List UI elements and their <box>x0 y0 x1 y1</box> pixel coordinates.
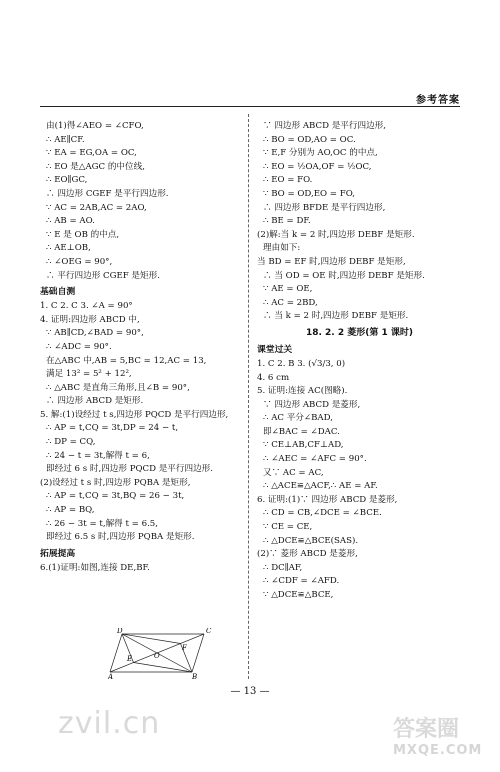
label-d: D <box>117 628 123 635</box>
column-divider <box>248 114 249 679</box>
section-heading: 拓展提高 <box>40 548 76 559</box>
text-line: (2)设经过 t s 时,四边形 PQBA 是矩形, <box>40 477 191 488</box>
text-line: 6.(1)证明:如图,连接 DE,BF. <box>40 562 150 573</box>
text-line: 当 BD = EF 时,四边形 DEBF 是矩形, <box>257 256 406 267</box>
label-e: E <box>127 655 133 663</box>
text-line: ∴ EO = FO. <box>263 175 313 186</box>
text-line: 6. 证明:(1)∵ 四边形 ABCD 是菱形, <box>257 494 398 505</box>
text-line: 在△ABC 中,AB = 5,BC = 12,AC = 13, <box>46 355 207 366</box>
text-line: ∵ △DCE≌△BCE, <box>263 590 334 600</box>
text-line: ∴ DP = CQ, <box>46 437 96 448</box>
watermark-right-title: 答案圈 <box>393 717 460 742</box>
text-line: ∴ AP = t,CQ = 3t,BQ = 26 − 3t, <box>46 491 185 502</box>
text-line: ∴ AB = AO. <box>46 216 95 227</box>
text-line: ∵ BO = OD,EO = FO, <box>263 188 355 199</box>
text-line: ∴ DC∥AF, <box>263 562 303 573</box>
lesson-title: 18. 2. 2 菱形(第 1 课时) <box>305 327 414 338</box>
text-line: (2)解:当 k = 2 时,四边形 DEBF 是矩形. <box>257 229 415 240</box>
text-line: ∴ ∠AEC = ∠AFC = 90°. <box>263 454 367 465</box>
label-a: A <box>108 673 114 680</box>
text-line: 即∠BAC = ∠DAC. <box>263 426 340 437</box>
text-line: ∴ △DCE≌△BCE(SAS). <box>263 535 359 546</box>
text-line: ∴ 26 − 3t = t,解得 t = 6.5, <box>46 518 159 529</box>
text-line: ∴ CD = CB,∠DCE = ∠BCE. <box>263 508 382 519</box>
text-line: ∴ 四边形 CGEF 是平行四边形. <box>46 188 169 199</box>
text-line: ∵ E,F 分别为 AO,OC 的中点, <box>263 148 378 159</box>
text-line: ∴ AC 平分∠BAD, <box>263 413 333 424</box>
label-b: B <box>192 673 198 680</box>
text-line: ∴ 当 k = 2 时,四边形 DEBF 是矩形. <box>263 311 409 322</box>
text-line: ∵ 四边形 ABCD 是平行四边形, <box>263 121 387 131</box>
edge-cb <box>192 634 204 672</box>
text-line: ∴ BO = OD,AO = OC. <box>263 134 356 145</box>
text-line: ∴ AE∥CF. <box>46 134 85 145</box>
text-line: ∴ 平行四边形 CGEF 是矩形. <box>46 270 160 281</box>
edge-da <box>110 634 122 672</box>
page-header-title: 参考答案 <box>416 95 460 106</box>
label-f: F <box>182 644 187 652</box>
text-line: 1. C 2. B 3. (√3/3, 0) <box>257 358 346 369</box>
text-line: 4. 证明:四边形 ABCD 中, <box>40 314 140 325</box>
text-line: 由(1)得∠AEO = ∠CFO, <box>46 121 144 131</box>
text-line: ∴ EO 是△AGC 的中位线, <box>46 161 145 172</box>
text-line: 即经过 6 s 时,四边形 PQCD 是平行四边形. <box>46 464 214 475</box>
parallelogram-figure <box>108 628 218 680</box>
text-line: ∴ △ABC 是直角三角形,且∠B = 90°, <box>46 382 190 393</box>
text-line: ∴ 四边形 ABCD 是矩形. <box>46 396 144 407</box>
text-line: ∵ EA = EG,OA = OC, <box>46 148 137 159</box>
text-line: ∴ ∠CDF = ∠AFD. <box>263 576 340 587</box>
text-line: ∴ ∠ADC = 90°. <box>46 341 112 352</box>
text-line: ∵ AE = OE, <box>263 284 313 295</box>
watermark-right <box>393 712 493 768</box>
text-line: ∴ AP = BQ, <box>46 505 95 516</box>
watermark-right-url: MXQE.COM <box>393 743 483 758</box>
text-line: ∴ AE⊥OB, <box>46 243 91 254</box>
text-line: ∵ CE = CE, <box>263 522 313 533</box>
text-line: ∴ △ACE≌△ACF,∴ AE = AF. <box>263 481 378 492</box>
text-line: ∵ CE⊥AB,CF⊥AD, <box>263 440 344 451</box>
text-line: ∵ AB∥CD,∠BAD = 90°, <box>46 328 144 339</box>
text-line: ∴ AC = 2BD, <box>263 297 318 308</box>
text-line: 4. 6 cm <box>257 372 290 383</box>
text-line: 5. 解:(1)设经过 t s,四边形 PQCD 是平行四边形, <box>40 409 229 420</box>
text-line: ∴ EO = ½OA,OF = ½OC, <box>263 161 372 172</box>
section-heading: 基础自测 <box>40 287 76 298</box>
text-line: 又∵ AC = AC, <box>263 467 324 478</box>
header-rule <box>40 106 460 107</box>
label-o: O <box>154 652 160 660</box>
label-c: C <box>206 628 212 635</box>
text-line: ∴ 当 OD = OE 时,四边形 DEBF 是矩形. <box>263 270 425 281</box>
text-line: ∴ EO∥GC, <box>46 175 88 186</box>
section-heading: 课堂过关 <box>257 344 293 355</box>
text-line: ∴ BE = DF. <box>263 216 311 227</box>
text-line: ∴ 四边形 BFDE 是平行四边形, <box>263 202 386 213</box>
text-line: (2)∵ 菱形 ABCD 是菱形, <box>257 549 358 560</box>
text-line: ∵ 四边形 ABCD 是菱形, <box>263 399 361 410</box>
text-line: ∴ AP = t,CQ = 3t,DP = 24 − t, <box>46 423 179 434</box>
text-line: ∵ AC = 2AB,AC = 2AO, <box>46 202 147 213</box>
text-line: ∴ 24 − t = 3t,解得 t = 6, <box>46 450 150 461</box>
right-column <box>257 120 462 603</box>
watermark-left: zvil.cn <box>58 706 161 741</box>
page-number: — 13 — <box>230 686 270 697</box>
text-line: 理由如下: <box>263 243 301 254</box>
text-line: 1. C 2. C 3. ∠A = 90° <box>40 301 133 312</box>
text-line: ∴ ∠OEG = 90°, <box>46 256 113 267</box>
text-line: 满足 13² = 5² + 12², <box>46 369 132 380</box>
text-line: 5. 证明:连接 AC(图略). <box>257 386 348 397</box>
text-line: ∵ E 是 OB 的中点, <box>46 229 120 240</box>
left-column <box>40 120 240 575</box>
text-line: 即经过 6.5 s 时,四边形 PQBA 是矩形. <box>46 532 195 543</box>
